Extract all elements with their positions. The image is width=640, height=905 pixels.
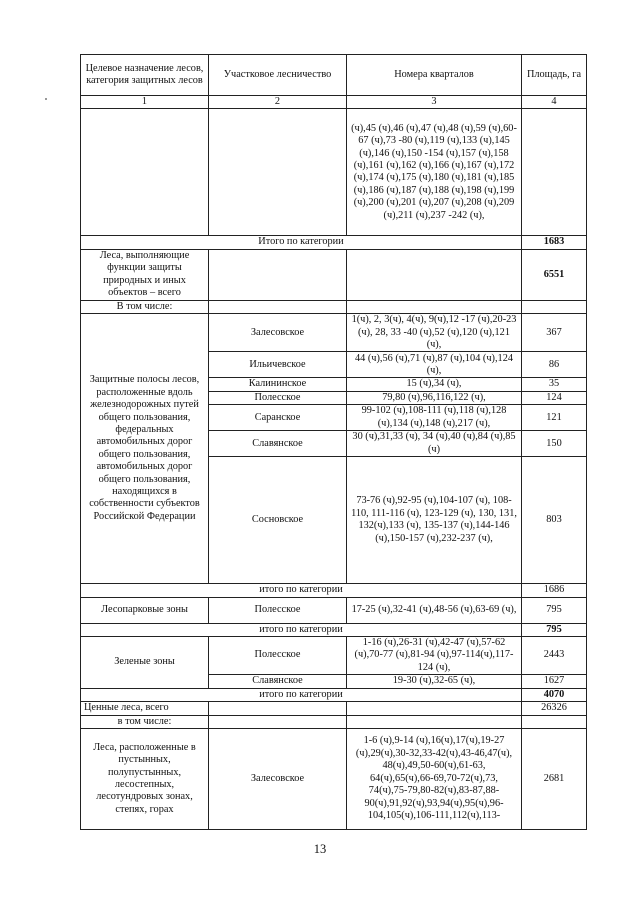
category-value: 6551 xyxy=(522,249,587,300)
col-number: 1 xyxy=(81,96,209,109)
forestry-cell: Славянское xyxy=(209,431,347,457)
area-cell: 1627 xyxy=(522,675,587,688)
quarters-cell: 30 (ч),31,33 (ч), 34 (ч),40 (ч),84 (ч),85 (ч) xyxy=(347,431,522,457)
empty-cell xyxy=(347,715,522,728)
area-cell: 86 xyxy=(522,352,587,378)
quarters-cell: 1(ч), 2, 3(ч), 4(ч), 9(ч),12 -17 (ч),20-23 (ч), 28, 33 -40 (ч),52 (ч),120 (ч),121 (ч), xyxy=(347,314,522,352)
quarters-cell: 99-102 (ч),108-111 (ч),118 (ч),128 (ч),134 (ч),148 (ч),217 (ч), xyxy=(347,405,522,431)
forestry-cell: Калининское xyxy=(209,378,347,391)
table-row xyxy=(81,597,587,623)
area-cell: 2681 xyxy=(522,728,587,829)
header-forestry: Участковое лесничество xyxy=(209,55,347,96)
table-row xyxy=(81,728,587,829)
forestry-cell: Полесское xyxy=(209,597,347,623)
page-number: 13 xyxy=(313,842,327,856)
forestry-cell: Залесовское xyxy=(209,314,347,352)
empty-cell xyxy=(522,109,587,236)
header-purpose: Целевое назначение лесов, категория защитных лесов xyxy=(81,55,209,96)
category-total-row xyxy=(81,688,587,701)
total-label: итого по категории xyxy=(81,584,522,597)
col-number: 2 xyxy=(209,96,347,109)
table-row xyxy=(81,314,587,352)
header-area: Площадь, га xyxy=(522,55,587,96)
empty-cell xyxy=(209,249,347,300)
quarters-cell: 1-6 (ч),9-14 (ч),16(ч),17(ч),19-27 (ч),29(ч),30-32,33-42(ч),43-46,47(ч), 48(ч),49,50-60(ч),61-63, 64(ч),65(ч),66-69,70-72(ч),73, 74(ч),75-79,80-82(ч),83-87,88-90(ч),91,92(ч),93,94(ч),95(ч),96-104,105(ч),106-111,112(ч),113- xyxy=(347,728,522,829)
category-label: Ценные леса, всего xyxy=(81,702,209,715)
quarters-cell: 15 (ч),34 (ч), xyxy=(347,378,522,391)
area-cell: 150 xyxy=(522,431,587,457)
category-label: Лесопарковые зоны xyxy=(81,597,209,623)
empty-cell xyxy=(81,109,209,236)
empty-cell xyxy=(209,109,347,236)
quarters-cell: 44 (ч),56 (ч),71 (ч),87 (ч),104 (ч),124 (ч), xyxy=(347,352,522,378)
table-row xyxy=(81,702,587,715)
quarters-cell: 19-30 (ч),32-65 (ч), xyxy=(347,675,522,688)
category-label: Леса, выполняющие функции защиты природных и иных объектов – всего xyxy=(81,249,209,300)
category-total-row xyxy=(81,236,587,249)
subcategory-label: Защитные полосы лесов, расположенные вдоль железнодорожных путей общего пользования, федеральных автомобильных дорог общего пользования, автомобильных дорог общего пользования, находящихся в собственности субъектов Российской Федерации xyxy=(81,314,209,584)
total-label: итого по категории xyxy=(81,688,522,701)
empty-cell xyxy=(347,702,522,715)
forestry-cell: Полесское xyxy=(209,637,347,675)
total-value: 4070 xyxy=(522,688,587,701)
forestry-cell: Ильичевское xyxy=(209,352,347,378)
table-row xyxy=(81,637,587,675)
area-cell: 803 xyxy=(522,457,587,584)
quarters-cell: 73-76 (ч),92-95 (ч),104-107 (ч), 108-110, 111-116 (ч), 123-129 (ч), 130, 131, 132(ч),133 (ч), 135-137 (ч),144-146 (ч),150-157 (ч),232-237 (ч), xyxy=(347,457,522,584)
table-row xyxy=(81,715,587,728)
header-row xyxy=(81,55,587,96)
category-label: Зеленые зоны xyxy=(81,637,209,689)
column-number-row xyxy=(81,96,587,109)
area-cell: 2443 xyxy=(522,637,587,675)
category-total-row xyxy=(81,623,587,636)
area-cell: 35 xyxy=(522,378,587,391)
table-row xyxy=(81,109,587,236)
forestry-cell: Залесовское xyxy=(209,728,347,829)
area-cell: 121 xyxy=(522,405,587,431)
quarters-cell: 79,80 (ч),96,116,122 (ч), xyxy=(347,391,522,404)
empty-cell xyxy=(347,249,522,300)
quarters-cell: 1-16 (ч),26-31 (ч),42-47 (ч),57-62 (ч),70-77 (ч),81-94 (ч),97-114(ч),117-124 (ч), xyxy=(347,637,522,675)
quarters-cell: 17-25 (ч),32-41 (ч),48-56 (ч),63-69 (ч), xyxy=(347,597,522,623)
category-value: 26326 xyxy=(522,702,587,715)
table-row xyxy=(81,300,587,313)
col-number: 4 xyxy=(522,96,587,109)
empty-cell xyxy=(347,300,522,313)
forestry-cell: Саранское xyxy=(209,405,347,431)
category-total-row xyxy=(81,584,587,597)
protective-forests-table xyxy=(80,54,587,830)
empty-cell xyxy=(522,715,587,728)
total-label: итого по категории xyxy=(81,623,522,636)
quarters-cell: (ч),45 (ч),46 (ч),47 (ч),48 (ч),59 (ч),60-67 (ч),73 -80 (ч),119 (ч),133 (ч),145 (ч),146 (ч),150 -154 (ч),157 (ч),158 (ч),161 (ч),162 (ч),166 (ч),167 (ч),172 (ч),174 (ч),175 (ч),180 (ч),181 (ч),185 (ч),186 (ч),187 (ч),188 (ч),198 (ч),199 (ч),200 (ч),201 (ч),207 (ч),208 (ч),209 (ч),211 (ч),237 -242 (ч), xyxy=(347,109,522,236)
total-label: Итого по категории xyxy=(81,236,522,249)
empty-cell xyxy=(522,300,587,313)
empty-cell xyxy=(209,715,347,728)
header-quarters: Номера кварталов xyxy=(347,55,522,96)
subcategory-label: Леса, расположенные в пустынных, полупустынных, лесостепных, лесотундровых зонах, степях, горах xyxy=(81,728,209,829)
scan-speck xyxy=(45,98,47,100)
including-label: В том числе: xyxy=(81,300,209,313)
forestry-cell: Полесское xyxy=(209,391,347,404)
area-cell: 124 xyxy=(522,391,587,404)
empty-cell xyxy=(209,702,347,715)
table-row xyxy=(81,249,587,300)
forestry-cell: Сосновское xyxy=(209,457,347,584)
including-label: в том числе: xyxy=(81,715,209,728)
total-value: 1686 xyxy=(522,584,587,597)
total-value: 795 xyxy=(522,623,587,636)
forestry-cell: Славянское xyxy=(209,675,347,688)
area-cell: 367 xyxy=(522,314,587,352)
total-value: 1683 xyxy=(522,236,587,249)
empty-cell xyxy=(209,300,347,313)
col-number: 3 xyxy=(347,96,522,109)
area-cell: 795 xyxy=(522,597,587,623)
